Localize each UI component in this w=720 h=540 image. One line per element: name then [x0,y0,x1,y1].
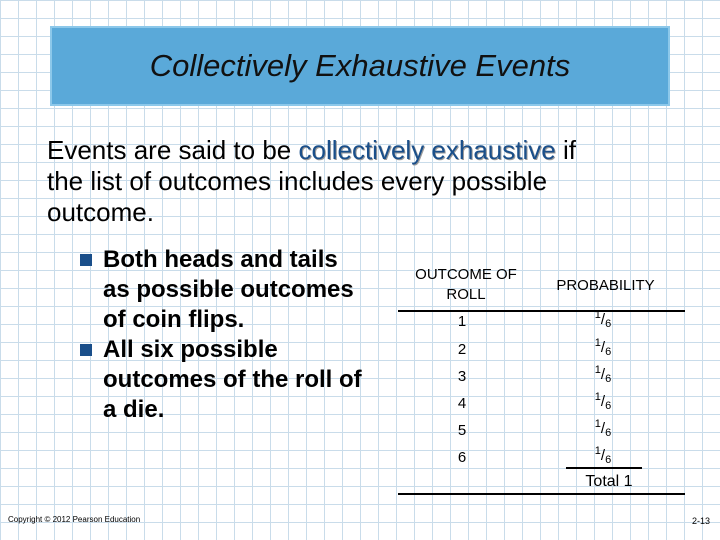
table-cell-outcome: 1 [457,313,467,330]
table-cell-probability: $^1/_6$ [594,364,612,385]
square-bullet-icon [80,254,92,266]
fraction-denominator: 6 [605,427,612,439]
probability-table [398,262,685,495]
table-header-rule [398,310,685,312]
table-cell-probability: $^1/_6$ [594,418,612,439]
intro-paragraph [47,135,607,228]
table-cell-probability: $^1/_6$ [594,445,612,466]
bullet-item [80,245,370,335]
table-cell-probability: $^1/_6$ [594,309,612,330]
fraction-numerator: 1 [594,445,601,457]
table-cell-outcome: 5 [457,422,467,439]
total-rule [566,467,642,469]
slide-number: 2-13 [691,516,710,526]
square-bullet-icon [80,344,92,356]
fraction-numerator: 1 [594,337,601,349]
table-cell-probability: $^1/_6$ [594,337,612,358]
table-total: Total 1 [585,473,633,490]
copyright-text: Copyright © 2012 Pearson Education [8,515,141,524]
fraction-denominator: 6 [605,318,612,330]
table-cell-outcome: 3 [457,368,467,385]
table-cell-probability: $^1/_6$ [594,391,612,412]
fraction-numerator: 1 [594,309,601,321]
table-cell-outcome: 2 [457,341,467,358]
slide-title: Collectively Exhaustive Events [149,48,571,83]
fraction-denominator: 6 [605,454,612,466]
fraction-numerator: 1 [594,364,601,376]
fraction-denominator: 6 [605,346,612,358]
intro-text-after: if the list of outcomes includes every possible outcome. [47,135,576,227]
table-header-outcome: OUTCOME OF ROLL [415,266,517,303]
intro-highlight: collectively exhaustive [298,135,556,165]
bullet-list [80,245,370,425]
fraction-numerator: 1 [594,418,601,430]
table-cell-outcome: 4 [457,395,467,412]
bullet-text: All six possible outcomes of the roll of a die. [103,336,362,423]
bullet-item [80,335,370,425]
fraction-numerator: 1 [594,391,601,403]
table-bottom-rule [398,493,685,495]
bullet-text: Both heads and tails as possible outcomes of coin flips. [103,246,354,333]
intro-text-before: Events are said to be [47,135,299,165]
table-header-probability: PROBABILITY [556,277,655,294]
fraction-denominator: 6 [605,373,612,385]
fraction-denominator: 6 [605,400,612,412]
title-banner [50,26,670,106]
table-cell-outcome: 6 [457,449,467,466]
